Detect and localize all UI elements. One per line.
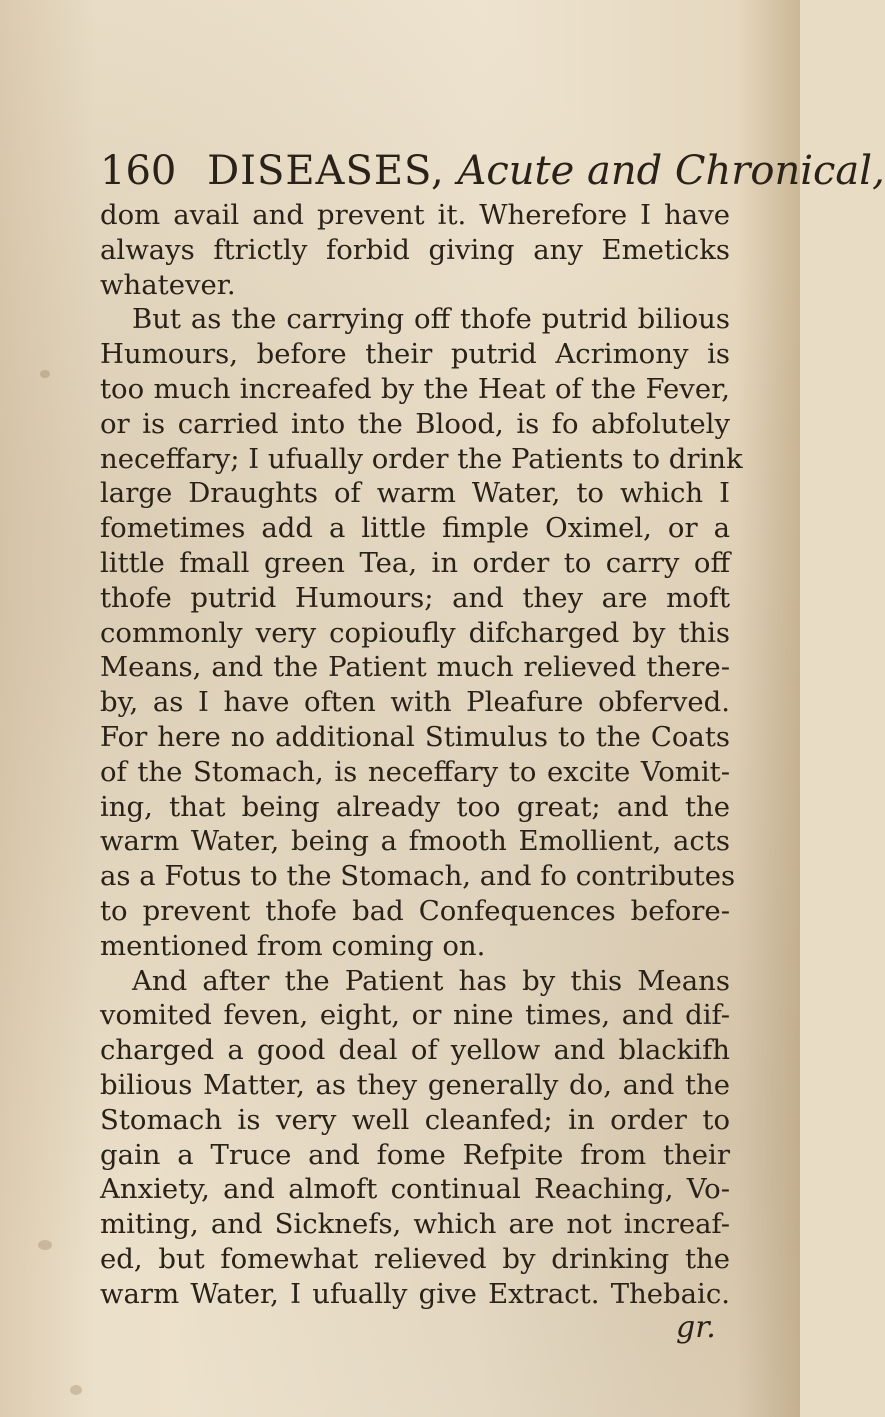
text-line: large Draughts of warm Water, to which I bbox=[100, 477, 730, 510]
text-line: commonly very copioufly difcharged by this bbox=[100, 616, 730, 649]
text-line: whatever. bbox=[100, 268, 236, 301]
text-line: Humours, before their putrid Acrimony is bbox=[100, 338, 730, 371]
text-line: Means, and the Patient much relieved there- bbox=[100, 651, 730, 684]
text-line: bilious Matter, as they generally do, and the bbox=[100, 1068, 730, 1101]
text-line: by, as I have often with Pleafure obferved. bbox=[100, 686, 730, 719]
text-line: too much increafed by the Heat of the Fever, bbox=[100, 372, 730, 405]
text-line: neceffary; I ufually order the Patients to drink bbox=[100, 442, 743, 475]
text-line: dom avail and prevent it. Wherefore I have bbox=[100, 199, 730, 231]
text-line: For here no additional Stimulus to the Coats bbox=[100, 720, 730, 753]
text-line: miting, and Sicknefs, which are not increaf- bbox=[100, 1208, 730, 1241]
text-line: ed, but fomewhat relieved by drinking the bbox=[100, 1242, 730, 1275]
text-line: of the Stomach, is neceffary to excite Vomit- bbox=[100, 755, 730, 788]
running-header bbox=[100, 148, 885, 194]
text-line: Stomach is very well cleanfed; in order to bbox=[100, 1103, 730, 1136]
text-line: to prevent thofe bad Confequences before- bbox=[100, 894, 730, 927]
text-line: ing, that being already too great; and the bbox=[100, 790, 730, 823]
paper-stain bbox=[38, 1240, 52, 1250]
text-line: warm Water, I ufually give Extract. Thebaic. bbox=[100, 1277, 730, 1310]
text-line: vomited feven, eight, or nine times, and dif- bbox=[100, 999, 730, 1032]
text-line: charged a good deal of yellow and blackifh bbox=[100, 1034, 730, 1067]
running-title-italic: Acute and Chronical, bbox=[457, 148, 885, 194]
page-number: 160 bbox=[100, 148, 177, 194]
body-text bbox=[100, 198, 743, 1312]
running-title: DISEASES, bbox=[207, 148, 445, 194]
paper-stain bbox=[40, 370, 50, 378]
catchword: gr. bbox=[676, 1310, 716, 1345]
text-line: warm Water, being a fmooth Emollient, acts bbox=[100, 825, 730, 858]
text-line: or is carried into the Blood, is fo abfolutely bbox=[100, 407, 730, 440]
text-line: little fmall green Tea, in order to carry off bbox=[100, 546, 730, 579]
text-line: thofe putrid Humours; and they are moft bbox=[100, 581, 730, 614]
text-line: But as the carrying off thofe putrid bilious bbox=[132, 303, 730, 336]
text-line: as a Fotus to the Stomach, and fo contributes bbox=[100, 860, 736, 893]
text-line: fometimes add a little fimple Oximel, or a bbox=[100, 512, 730, 545]
text-line: mentioned from coming on. bbox=[100, 929, 486, 962]
text-line: always ftrictly forbid giving any Emeticks bbox=[100, 233, 730, 266]
text-line: gain a Truce and fome Refpite from their bbox=[100, 1138, 730, 1171]
text-line: And after the Patient has by this Means bbox=[132, 964, 730, 997]
paper-stain bbox=[70, 1385, 82, 1395]
text-line: Anxiety, and almoft continual Reaching, Vo- bbox=[100, 1173, 730, 1206]
